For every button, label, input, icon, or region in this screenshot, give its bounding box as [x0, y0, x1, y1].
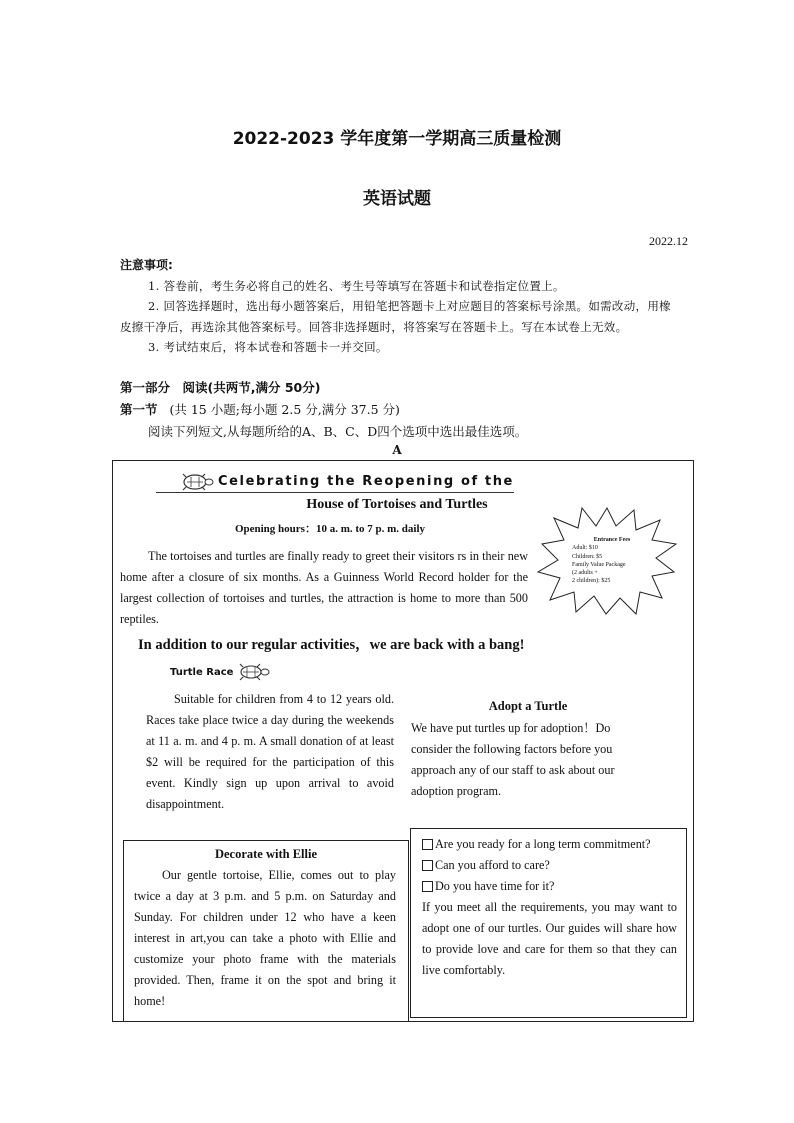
checkbox-icon: [422, 839, 433, 850]
title-divider: [156, 492, 514, 493]
exam-date: 2022.12: [649, 234, 688, 248]
section-label: 第一节: [120, 402, 158, 417]
checklist-text: Can you afford to care?: [435, 858, 550, 872]
notes-section: [120, 255, 680, 358]
intro-text: [120, 546, 528, 630]
adopt-paragraph: We have put turtles up for adoption！Do consider the following factors before you approach any of our staff to ask about our adoption program.: [411, 721, 615, 798]
section-line: [120, 400, 400, 418]
ellie-text: [134, 865, 396, 1012]
checklist-item: [422, 834, 677, 855]
fee-line: 2 children): $25: [572, 578, 611, 585]
fee-line: (2 adults +: [572, 570, 598, 577]
fee-line: Adult: $10: [572, 545, 598, 552]
note-item: 2. 回答选择题时，选出每小题答案后，用铅笔把答题卡上对应题目的答案标号涂黑。如需改动，用橡皮擦干净后，再选涂其他答案标号。回答非选择题时，将答案写在答题卡上。写在本试卷上无效。: [120, 299, 671, 334]
turtle-icon: [178, 472, 214, 492]
ellie-heading: Decorate with Ellie: [214, 847, 318, 861]
fee-line: Children: $5: [572, 553, 603, 560]
checklist-text: Are you ready for a long term commitment?: [435, 837, 651, 851]
checklist-text: Do you have time for it?: [435, 879, 555, 893]
checklist-item: [422, 876, 677, 897]
exam-subject: 英语试题: [363, 189, 431, 209]
house-title: House of Tortoises and Turtles: [306, 497, 488, 512]
checklist-closing: If you meet all the requirements, you may want to adopt one of our turtles. Our guides will share how to provide love and care for them so that they can live comfortably.: [422, 900, 677, 977]
ellie-paragraph: Our gentle tortoise, Ellie, comes out to play twice a day at 3 p.m. and 5 p.m. on Saturday and Sunday. For children under 12 who have a keen interest in art,you can take a photo with Ellie and customize your photo frame with the materials provided. Then, frame it on the spot and bring it home!: [134, 868, 396, 1008]
turtle-race-heading: Turtle Race: [170, 667, 234, 678]
checkbox-icon: [422, 860, 433, 871]
note-item: 1. 答卷前，考生务必将自己的姓名、考生号等填写在答题卡和试卷指定位置上。: [148, 278, 565, 293]
poster-title: Celebrating the Reopening of the: [218, 474, 514, 489]
opening-hours: Opening hours：10 a. m. to 7 p. m. daily: [234, 523, 426, 535]
passage-letter: A: [392, 443, 402, 457]
notes-heading: 注意事项:: [120, 258, 173, 272]
turtle-race-text: [146, 689, 394, 815]
fees-heading: Entrance Fees: [593, 537, 631, 543]
instruction: 阅读下列短文,从每题所给的A、B、C、D四个选项中选出最佳选项。: [148, 424, 528, 439]
part-title: 第一部分 阅读(共两节,满分 50分): [120, 380, 321, 395]
adoption-checklist: [422, 834, 677, 981]
section-detail: (共 15 小题;每小题 2.5 分,满分 37.5 分): [169, 402, 400, 417]
fee-line: Family Value Package: [572, 561, 626, 568]
entrance-fees: [572, 536, 652, 586]
adopt-text: [411, 718, 651, 802]
turtle-icon: [236, 663, 270, 681]
checkbox-icon: [422, 881, 433, 892]
intro-paragraph: The tortoises and turtles are finally ready to greet their visitors rs in their new home after a closure of six months. As a Guinness World Record holder for the largest collection of tortoises and turtles, the attraction is home to more than 500 reptiles.: [120, 549, 528, 626]
exam-title: 2022-2023 学年度第一学期高三质量检测: [232, 129, 562, 149]
adopt-heading: Adopt a Turtle: [488, 699, 568, 713]
bang-heading: In addition to our regular activities，we are back with a bang!: [138, 637, 525, 653]
checklist-item: [422, 855, 677, 876]
turtle-race-paragraph: Suitable for children from 4 to 12 years old. Races take place twice a day during the weekends at 11 a. m. and 4 p. m. A small donation of at least $2 will be required for the participation of this event. Kindly sign up upon arrival to avoid disappointment.: [146, 692, 394, 811]
note-item: 3. 考试结束后，将本试卷和答题卡一并交回。: [148, 340, 388, 354]
